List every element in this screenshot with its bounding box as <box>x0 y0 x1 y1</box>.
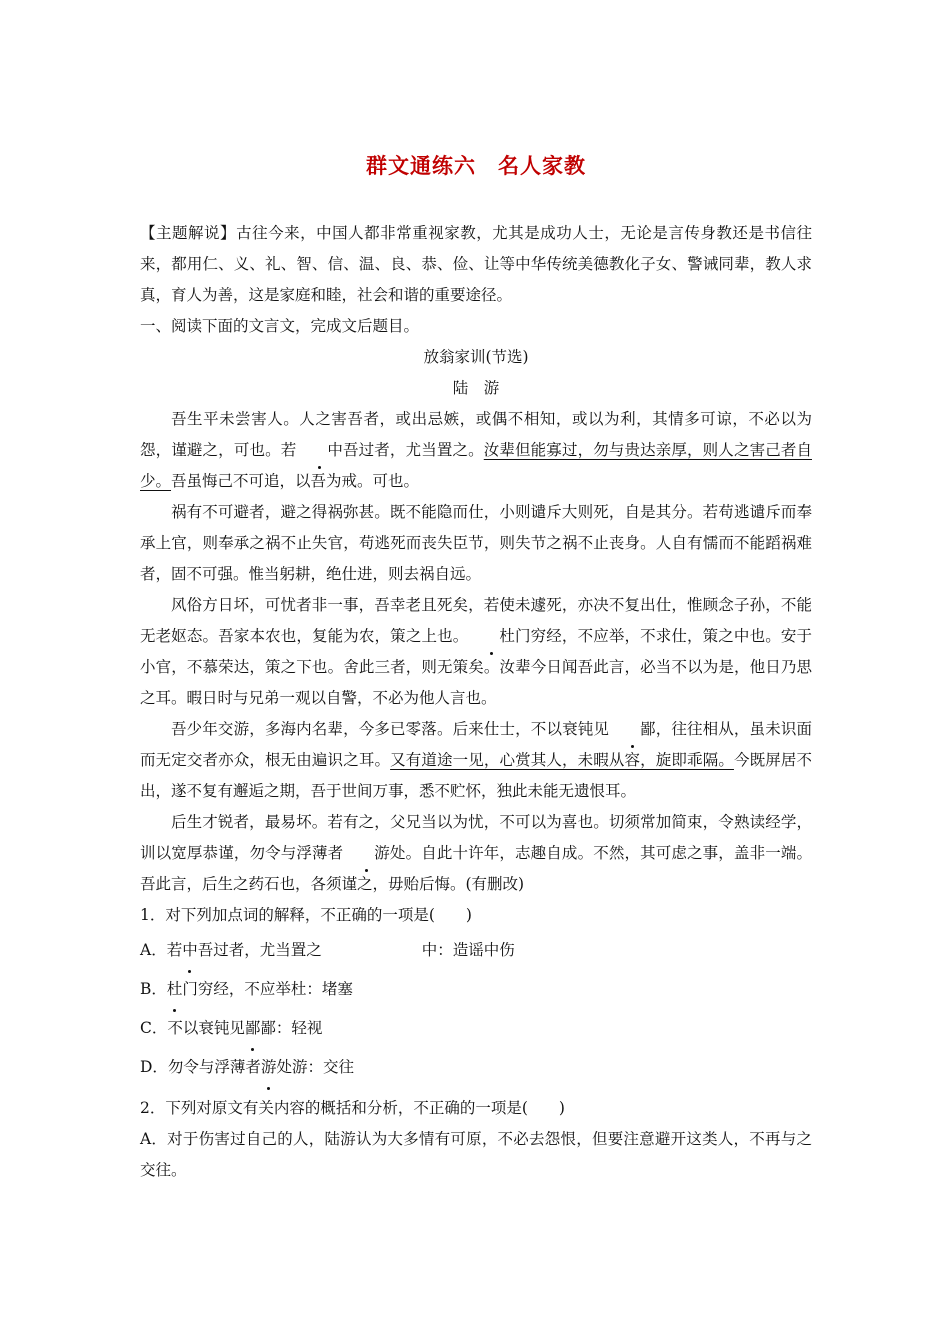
option-text: B． <box>140 980 167 998</box>
p4-text-b: ，往往相从，虽未识面而无定交者亦众，根无由遍识之耳。 <box>140 720 812 769</box>
underlined-sentence: 汝辈但能寡过，勿与贵达亲厚，则人之害己者自少。 <box>140 441 812 490</box>
passage-paragraph-2: 祸有不可避者，避之得祸弥甚。既不能隐而仕，小则谴斥大则死，自是其分。若苟逃谴斥而奉承上官，则奉承之祸不止失官，苟逃死而丧失臣节，则失节之祸不止丧身。人自有懦而不能蹈祸难者，固不可强。惟当躬耕，绝仕进，则去祸自远。 <box>140 503 812 583</box>
p4-text-c: 今既屏居不出，遂不复有邂逅之期，吾于世间万事，悉不贮怀，独此未能无遗恨耳。 <box>140 751 812 800</box>
option-text: 吾过者，尤当置之 <box>197 941 322 959</box>
question-1-option-a <box>140 931 812 970</box>
option-text: A．若 <box>140 941 183 959</box>
option-text: D．勿令与浮薄者 <box>140 1058 261 1076</box>
intro-text: 古往今来，中国人都非常重视家教，尤其是成功人士，无论是言传身教还是书信往来，都用仁、义、礼、智、信、温、良、恭、俭、让等中华传统美德教化子女、警诫同辈，教人求真，育人为善，这是家庭和睦，社会和谐的重要途径。 <box>140 224 812 304</box>
p1-text-a: 吾生平未尝害人。人之害吾者，或出忌嫉，或偶不相知，或以为利，其情多可谅，不必以为怨，谨避之，可也。若 <box>140 410 812 459</box>
passage-title: 放翁家训(节选) <box>423 348 529 366</box>
p3-text-a: 风俗方日坏，可忧者非一事，吾幸老且死矣，若使未遽死，亦决不复出仕，惟顾念子孙，不能无老妪态。吾家本农也，复能为农，策之上也。 <box>140 596 812 645</box>
p4-text-a: 吾少年交游，多海内名辈，今多已零落。后来仕士，不以衰钝见 <box>171 720 610 738</box>
passage-paragraph-4 <box>140 714 812 807</box>
intro-label: 【主题解说】 <box>140 224 237 242</box>
passage-paragraph-1 <box>140 404 812 497</box>
dotted-word: 游 <box>261 1048 277 1087</box>
passage-author: 陆 游 <box>452 379 500 397</box>
question-1-stem: 1．对下列加点词的解释，不正确的一项是( ) <box>140 906 472 924</box>
question-2-option-a: A．对于伤害过自己的人，陆游认为大多情有可原，不必去怨恨，但要注意避开这类人，不再与之交往。 <box>140 1130 812 1179</box>
dotted-word: 中 <box>182 931 198 970</box>
dotted-word: 中 <box>296 435 343 466</box>
question-1-option-b <box>140 970 812 1009</box>
passage-paragraph-5 <box>140 807 812 900</box>
dotted-word: 鄙 <box>609 714 656 745</box>
dotted-word: 游 <box>343 838 390 869</box>
question-1-option-d <box>140 1048 812 1087</box>
option-text: 门穷经，不应举杜：堵塞 <box>182 980 353 998</box>
question-2-stem: 2．下列对原文有关内容的概括和分析，不正确的一项是( ) <box>140 1099 565 1117</box>
question-1-option-c <box>140 1009 812 1048</box>
option-text: 鄙：轻视 <box>260 1019 323 1037</box>
dotted-word: 杜 <box>167 970 183 1009</box>
dotted-word: 鄙 <box>245 1009 261 1048</box>
p1-text-c: 吾虽悔己不可追，以吾为戒。可也。 <box>171 472 420 490</box>
option-text: 处游：交往 <box>276 1058 354 1076</box>
page-title: 群文通练六 名人家教 <box>366 153 586 178</box>
section-heading: 一、阅读下面的文言文，完成文后题目。 <box>140 317 420 335</box>
p5-text-b: 处。自此十许年，志趣自成。不然，其可虑之事，盖非一端。吾此言，后生之药石也，各须谨之，毋贻后悔。(有删改) <box>140 844 812 893</box>
p3-text-b: 门穷经，不应举，不求仕，策之中也。安于小官，不慕荣达，策之下也。舍此三者，则无策矣。汝辈今日闻吾此言，必当不以为是，他日乃思之耳。暇日时与兄弟一观以自警，不必为他人言也。 <box>140 627 812 707</box>
intro-paragraph <box>140 218 812 311</box>
underlined-sentence: 又有道途一见，心赏其人，未暇从容，旋即乖隔。 <box>390 751 734 769</box>
document-content <box>140 150 812 1186</box>
p1-text-b: 吾过者，尤当置之。 <box>342 441 484 459</box>
option-text: C．不以衰钝见 <box>140 1019 245 1037</box>
passage-paragraph-3 <box>140 590 812 714</box>
option-explanation: 中：造谣中伤 <box>421 941 515 959</box>
p5-text-a: 后生才锐者，最易坏。若有之，父兄当以为忧，不可以为喜也。切须常加简束，令熟读经学，训以宽厚恭谨，勿令与浮薄者 <box>140 813 812 862</box>
dotted-word: 杜 <box>468 621 515 652</box>
